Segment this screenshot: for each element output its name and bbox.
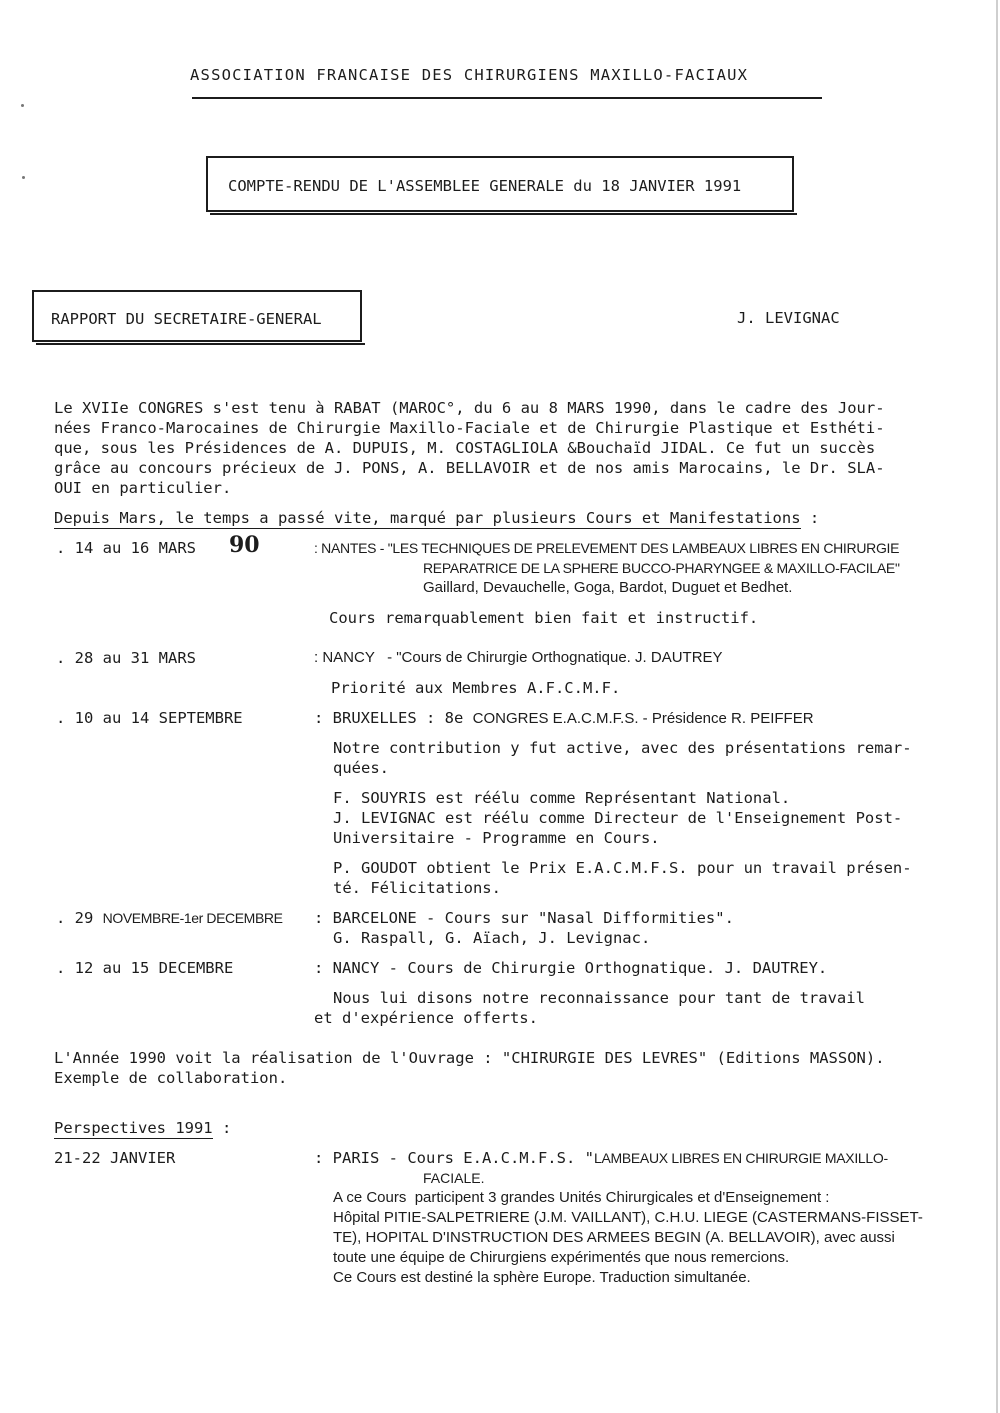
event-participants: Gaillard, Devauchelle, Goga, Bardot, Duguet et Bedhet. xyxy=(423,579,793,596)
event-note: Notre contribution y fut active, avec des présentations remar- xyxy=(333,739,912,757)
perspectives-line: FACIALE. xyxy=(423,1170,485,1186)
perspectives-body-line: Ce Cours est destiné la sphère Europe. Traduction simultanée. xyxy=(333,1269,751,1286)
event-note: quées. xyxy=(333,759,389,777)
event-date-part: . 29 xyxy=(56,909,103,927)
perspectives-line-part: LAMBEAUX LIBRES EN CHIRURGIE MAXILLO- xyxy=(593,1150,888,1166)
scan-speck xyxy=(22,176,25,179)
perspectives-body-line: Hôpital PITIE-SALPETRIERE (J.M. VAILLANT), C.H.U. LIEGE (CASTERMANS-FISSET- xyxy=(333,1209,923,1226)
intro-line: que, sous les Présidences de A. DUPUIS, M. COSTAGLIOLA &Bouchaïd JIDAL. Ce fut un succès xyxy=(54,439,876,457)
event-date: . 12 au 15 DECEMBRE xyxy=(56,959,234,977)
scan-speck xyxy=(21,104,24,107)
event-note: Universitaire - Programme en Cours. xyxy=(333,829,660,847)
event-line-text: : NANTES - "LES TECHNIQUES DE PRELEVEMENT DES LAMBEAUX LIBRES EN CHIRURGIE xyxy=(314,540,900,556)
event-note: P. GOUDOT obtient le Prix E.A.C.M.F.S. pour un travail présen- xyxy=(333,859,912,877)
section-author: J. LEVIGNAC xyxy=(737,309,840,327)
year-note-line: Exemple de collaboration. xyxy=(54,1069,288,1087)
perspectives-heading xyxy=(54,1118,231,1138)
event-note: F. SOUYRIS est réélu comme Représentant National. xyxy=(333,789,791,807)
event-note: J. LEVIGNAC est réélu comme Directeur de l'Enseignement Post- xyxy=(333,809,903,827)
event-note: et d'expérience offerts. xyxy=(314,1009,538,1027)
intro-line: OUI en particulier. xyxy=(54,479,232,497)
perspectives-line-part: : PARIS - Cours E.A.C.M.F.S. " xyxy=(314,1149,594,1167)
event-line: : NANCY - Cours de Chirurgie Orthognatique. J. DAUTREY. xyxy=(314,959,828,977)
event-date-part: NOVEMBRE-1er DECEMBRE xyxy=(102,910,283,926)
event-note: Nous lui disons notre reconnaissance pour tant de travail xyxy=(333,989,865,1007)
event-line xyxy=(314,708,814,729)
since-heading-text: Depuis Mars, le temps a passé vite, marqué par plusieurs Cours et Manifestations xyxy=(54,509,801,527)
perspectives-date: 21-22 JANVIER xyxy=(54,1149,176,1167)
event-line xyxy=(314,538,899,558)
section-title-box xyxy=(32,290,362,342)
year-note-line: L'Année 1990 voit la réalisation de l'Ouvrage : "CHIRURGIE DES LEVRES" (Editions MASSON). xyxy=(54,1049,885,1067)
perspectives-body-line: TE), HOPITAL D'INSTRUCTION DES ARMEES BEGIN (A. BELLAVOIR), avec aussi xyxy=(333,1229,895,1246)
section-title: RAPPORT DU SECRETAIRE-GENERAL xyxy=(51,310,322,328)
perspectives-colon: : xyxy=(221,1119,232,1137)
event-note: Cours remarquablement bien fait et instructif. xyxy=(329,609,759,627)
perspectives-body-line: A ce Cours participent 3 grandes Unités Chirurgicales et d'Enseignement : xyxy=(333,1189,830,1206)
since-heading-colon: : xyxy=(809,509,820,527)
event-note: té. Félicitations. xyxy=(333,879,501,897)
event-line: : BARCELONE - Cours sur "Nasal Difformities". xyxy=(314,909,734,927)
perspectives-body-line: toute une équipe de Chirurgiens expérimentés que nous remercions. xyxy=(333,1249,790,1266)
event-line-part: CONGRES E.A.C.M.F.S. - Présidence R. PEIFFER xyxy=(472,710,814,727)
event-line: REPARATRICE DE LA SPHERE BUCCO-PHARYNGEE & MAXILLO-FACILAE" xyxy=(423,560,900,576)
intro-line: Le XVIIe CONGRES s'est tenu à RABAT (MAROC°, du 6 au 8 MARS 1990, dans le cadre des Jour- xyxy=(54,399,885,417)
event-line-part: : BRUXELLES : 8e xyxy=(314,709,473,727)
association-name: ASSOCIATION FRANCAISE DES CHIRURGIENS MAXILLO-FACIAUX xyxy=(190,66,749,84)
since-heading xyxy=(54,508,819,528)
event-date: . 10 au 14 SEPTEMBRE xyxy=(56,709,243,727)
event-line: : NANCY - "Cours de Chirurgie Orthognatique. J. DAUTREY xyxy=(314,649,723,666)
handwritten-year: 90 xyxy=(229,532,260,558)
intro-line: nées Franco-Marocaines de Chirurgie Maxillo-Faciale et de Chirurgie Plastique et Esthéti- xyxy=(54,419,885,437)
scan-edge xyxy=(996,0,998,1413)
header-underline xyxy=(192,97,822,99)
event-note: Priorité aux Membres A.F.C.M.F. xyxy=(331,679,621,697)
report-title-box xyxy=(206,156,794,212)
event-date xyxy=(56,908,283,928)
perspectives-heading-text: Perspectives 1991 xyxy=(54,1119,213,1137)
perspectives-line xyxy=(314,1148,888,1168)
report-title: COMPTE-RENDU DE L'ASSEMBLEE GENERALE du 18 JANVIER 1991 xyxy=(228,177,742,195)
event-date: . 14 au 16 MARS xyxy=(56,539,196,557)
event-date: . 28 au 31 MARS xyxy=(56,649,196,667)
event-participants: G. Raspall, G. Aïach, J. Levignac. xyxy=(333,929,651,947)
intro-line: grâce au concours précieux de J. PONS, A. BELLAVOIR et de nos amis Marocains, le Dr. SLA- xyxy=(54,459,885,477)
